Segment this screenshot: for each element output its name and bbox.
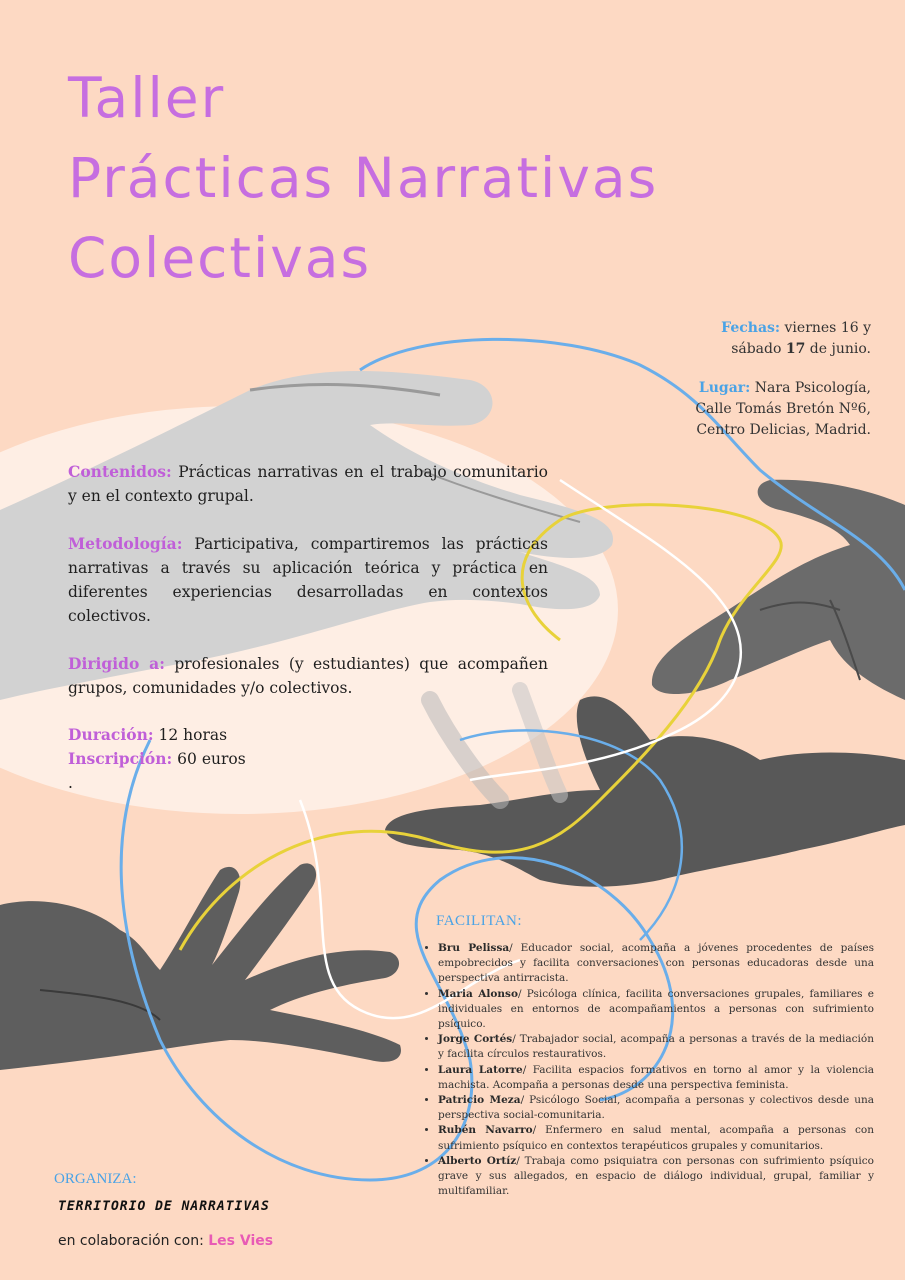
facilitan-heading: FACILITAN:: [436, 913, 523, 929]
facilitator-name: Alberto Ortíz: [438, 1154, 517, 1167]
hand-bottom-left-icon: [0, 863, 401, 1070]
list-item: [438, 1063, 874, 1093]
dates-label: Fechas:: [721, 320, 781, 336]
organizer-name: TERRITORIO DE NARRATIVAS: [58, 1199, 270, 1214]
poster-title: [68, 58, 658, 298]
stray-dot: .: [68, 774, 73, 792]
collab-org: Les Vies: [208, 1233, 274, 1249]
contenidos-text: Prácticas narrativas en el trabajo comunitario y en el contexto grupal.: [68, 463, 548, 505]
dirigido-label: Dirigido a:: [68, 654, 165, 673]
facilitator-name: Jorge Cortés: [438, 1033, 513, 1046]
list-item: [438, 1093, 874, 1123]
dates-line-2-day: 17: [785, 341, 806, 357]
facilitator-name: Patricio Meza: [438, 1094, 521, 1107]
facilitator-desc: / Psicólogo Social, acompaña a personas y colectivos desde una perspectiva social-comunitaria.: [438, 1094, 874, 1122]
list-item: [438, 1154, 874, 1200]
list-item: [438, 1123, 874, 1153]
location-line-2: Calle Tomás Bretón Nº6,: [695, 401, 871, 417]
inscripcion-text: 60 euros: [177, 750, 246, 768]
title-line-1: Taller: [68, 66, 226, 130]
facilitator-desc: / Educador social, acompaña a jóvenes procedentes de países empobrecidos y facilita conversaciones con personas educadoras desde una perspectiva antirracista.: [438, 942, 874, 985]
dates-block: [721, 318, 871, 360]
dirigido-text: profesionales (y estudiantes) que acompañen grupos, comunidades y/o colectivos.: [68, 655, 549, 697]
dirigido-section: [68, 652, 548, 700]
collaboration-line: [58, 1233, 273, 1249]
metodologia-label: Metodología:: [68, 534, 183, 553]
title-line-2: Prácticas Narrativas: [68, 146, 659, 210]
location-block: [695, 378, 871, 441]
facilitator-name: Maria Alonso: [438, 987, 518, 1000]
location-line-1: Nara Psicología,: [754, 380, 871, 396]
list-item: [438, 941, 874, 987]
location-label: Lugar:: [698, 380, 751, 396]
metodologia-text: Participativa, compartiremos las prácticas narrativas a través su aplicación teórica y práctica en diferentes experiencias desarrolladas en contextos colectivos.: [68, 535, 548, 625]
duracion-text: 12 horas: [158, 726, 228, 744]
hand-right-icon: [652, 480, 905, 700]
facilitators-list: [424, 941, 874, 1199]
facilitator-name: Bru Pelissa: [438, 942, 510, 954]
facilitator-name: Rubén Navarro: [438, 1124, 533, 1137]
organiza-heading: ORGANIZA:: [54, 1171, 137, 1187]
contenidos-section: [68, 460, 548, 508]
facilitator-name: Laura Latorre: [438, 1063, 523, 1076]
inscripcion-label: Inscripción:: [68, 749, 173, 768]
dates-line-2-suffix: de junio.: [805, 341, 871, 357]
title-line-3: Colectivas: [68, 226, 372, 290]
metodologia-section: [68, 532, 548, 628]
location-line-3: Centro Delicias, Madrid.: [696, 422, 871, 438]
list-item: [438, 1032, 874, 1062]
dates-line-1: viernes 16 y: [784, 320, 871, 336]
duracion-label: Duración:: [68, 725, 154, 744]
facilitator-desc: / Enfermero en salud mental, acompaña a personas con sufrimiento psíquico en contextos terapéuticos grupales y comunitarios.: [438, 1124, 874, 1152]
facilitator-desc: / Psicóloga clínica, facilita conversaciones grupales, familiares e individuales en entornos de acompañamientos a personas con sufrimiento psíquico.: [438, 987, 874, 1031]
list-item: [438, 987, 874, 1033]
duracion-section: [68, 723, 548, 795]
facilitator-desc: / Trabajador social, acompaña a personas a través de la mediación y facilita círculos restaurativos.: [438, 1033, 874, 1061]
facilitator-desc: / Facilita espacios formativos en torno al amor y la violencia machista. Acompaña a personas desde una perspectiva feminista.: [438, 1063, 874, 1091]
facilitator-desc: / Trabaja como psiquiatra con personas con sufrimiento psíquico grave y sus allegados, en espacio de diálogo individual, grupal, familiar y multifamiliar.: [438, 1154, 874, 1198]
contenidos-label: Contenidos:: [68, 462, 172, 481]
collab-prefix: en colaboración con:: [58, 1233, 204, 1249]
dates-line-2-prefix: sábado: [731, 341, 786, 357]
